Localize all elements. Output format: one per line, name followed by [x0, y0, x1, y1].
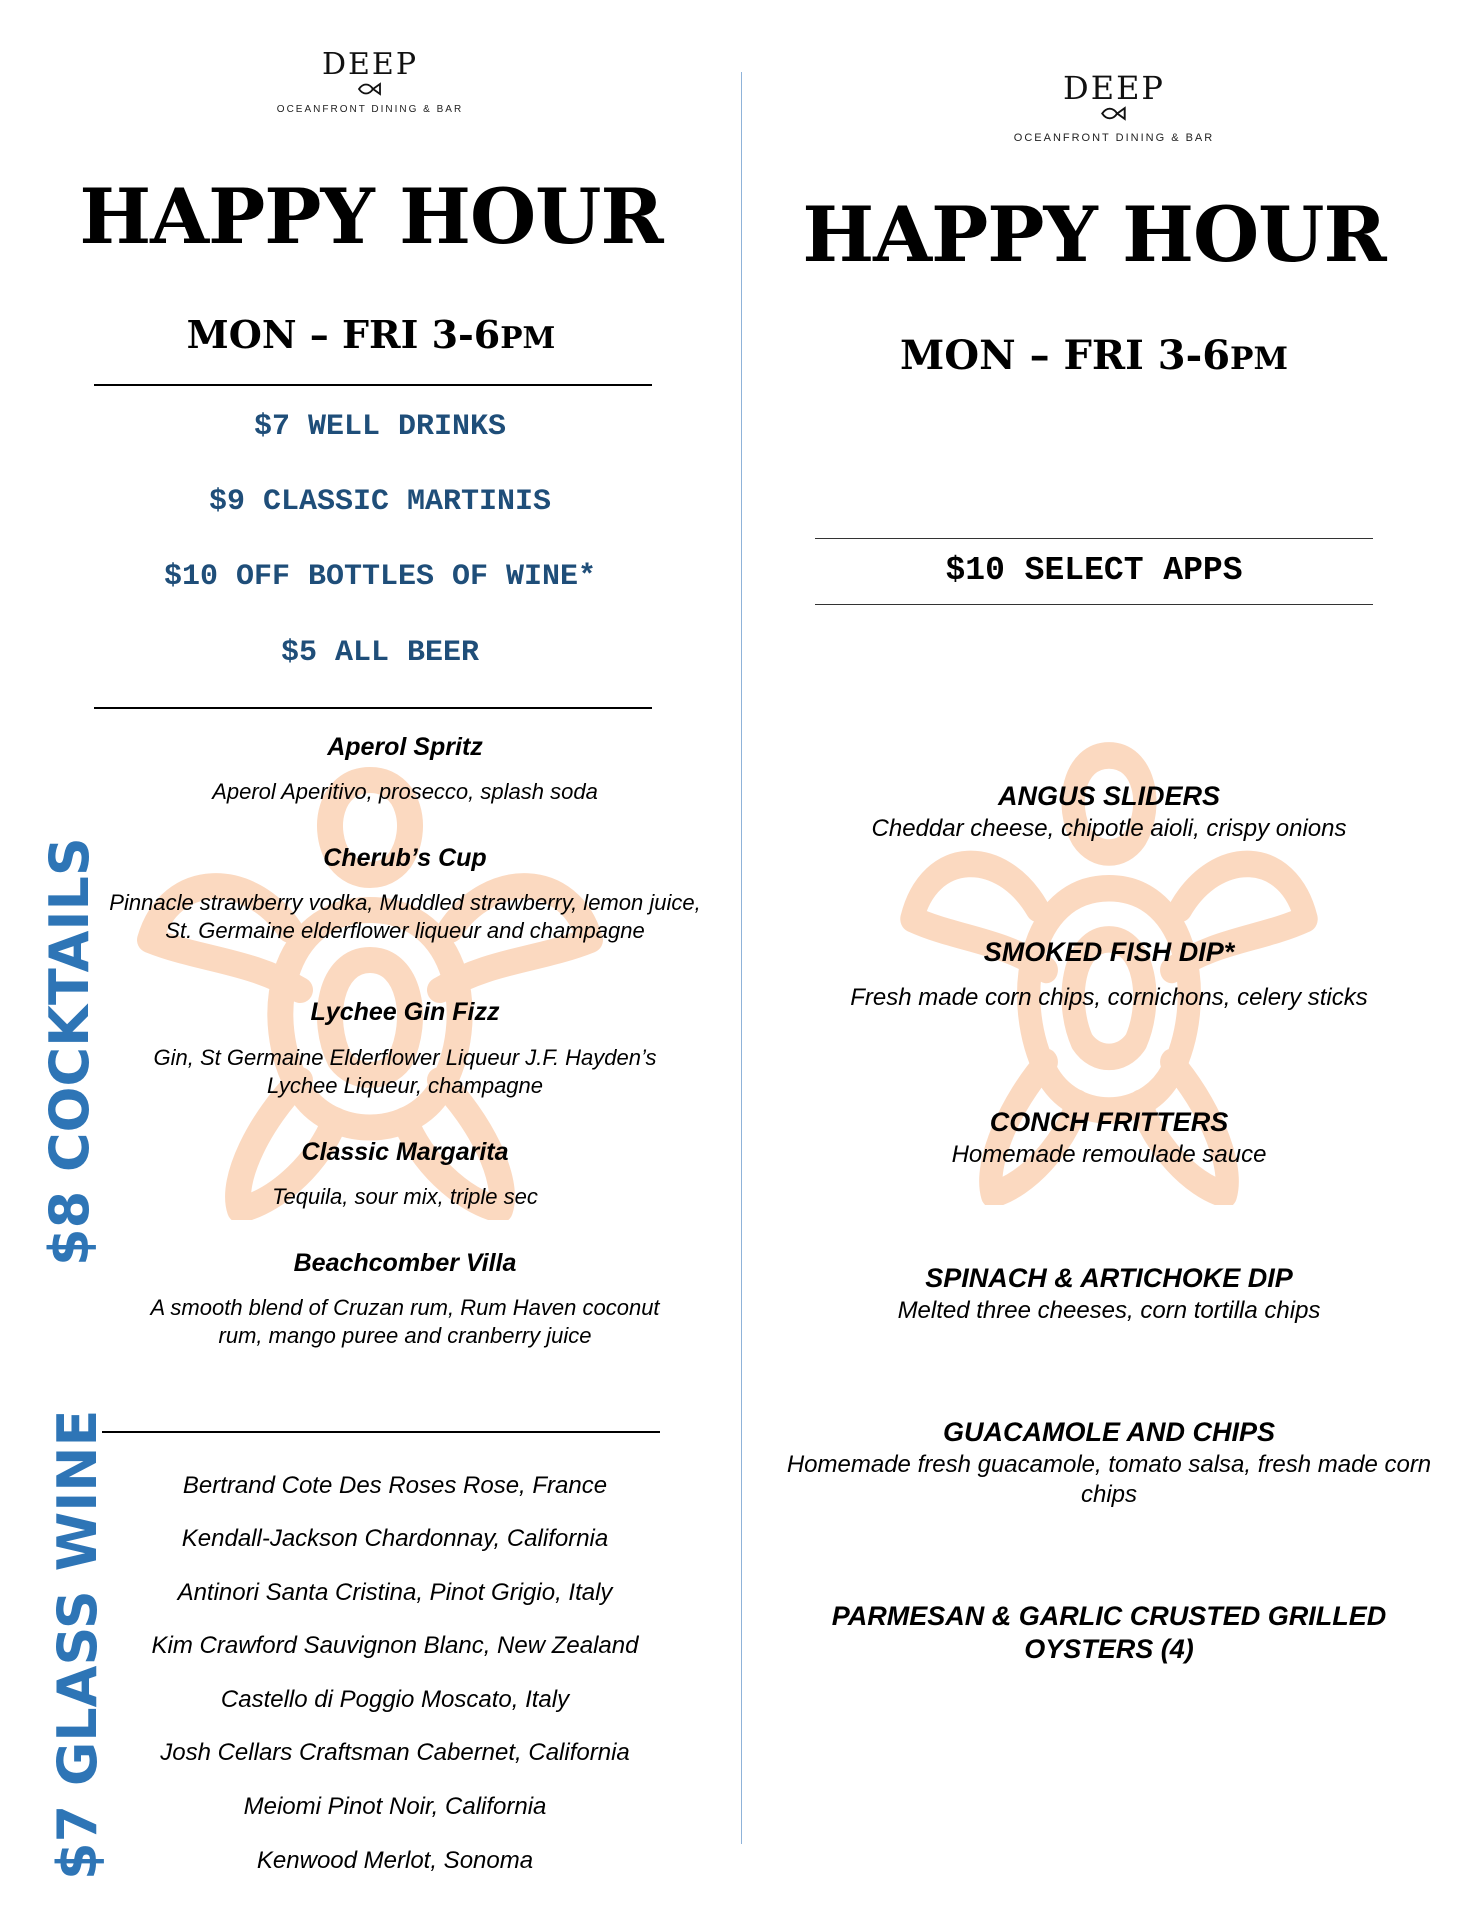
deals-rule: [94, 707, 652, 709]
app-grilled-oysters: PARMESAN & GARLIC CRUSTED GRILLED OYSTERS (4): [831, 1601, 1387, 1664]
cocktail-classic-margarita-desc: Tequila, sour mix, triple sec: [272, 1184, 538, 1209]
logo-tagline: OCEANFRONT DINING & BAR: [1013, 132, 1215, 144]
wine-item: Castello di Poggio Moscato, Italy: [220, 1686, 570, 1713]
hours-days: MON – FRI 3-6: [899, 332, 1231, 379]
right-menu-panel: [744, 0, 1484, 1920]
app-angus-sliders: ANGUS SLIDERS: [997, 781, 1221, 811]
happy-hour-title: HAPPY HOUR: [802, 190, 1386, 279]
cocktail-cherubs-cup: Cherub’s Cup: [323, 844, 487, 872]
wine-item: Josh Cellars Craftsman Cabernet, California: [160, 1739, 630, 1766]
app-conch-fritters: CONCH FRITTERS: [989, 1107, 1229, 1137]
app-angus-sliders-desc: Cheddar cheese, chipotle aioli, crispy onions: [871, 815, 1347, 842]
header-rule: [94, 384, 652, 386]
app-guacamole-and-chips-desc: Homemade fresh guacamole, tomato salsa, fresh made corn chips: [786, 1451, 1432, 1508]
cocktail-cherubs-cup-desc: Pinnacle strawberry vodka, Muddled strawberry, lemon juice, St. Germaine elderflower liqueur and champagne: [109, 890, 701, 943]
cocktail-lychee-gin-fizz: Lychee Gin Fizz: [310, 998, 500, 1026]
app-smoked-fish-dip-desc: Fresh made corn chips, cornichons, celery sticks: [850, 984, 1368, 1011]
happy-hour-days: [784, 332, 1404, 379]
cocktail-beachcomber-villa: Beachcomber Villa: [293, 1249, 517, 1277]
happy-hour-title: HAPPY HOUR: [79, 172, 663, 261]
wine-item: Kim Crawford Sauvignon Blanc, New Zealand: [151, 1632, 639, 1659]
app-conch-fritters-desc: Homemade remoulade sauce: [951, 1141, 1267, 1168]
hours-suffix: PM: [500, 320, 556, 355]
wine-item: Meiomi Pinot Noir, California: [243, 1793, 547, 1820]
deal-all-beer: $5 ALL BEER: [280, 636, 480, 670]
hours-days: MON – FRI 3-6: [186, 312, 501, 357]
app-smoked-fish-dip: SMOKED FISH DIP*: [983, 937, 1235, 967]
cocktail-classic-margarita: Classic Margarita: [301, 1138, 509, 1166]
deal-well-drinks: $7 WELL DRINKS: [253, 410, 507, 444]
wine-item: Kendall-Jackson Chardonnay, California: [181, 1525, 609, 1552]
app-guacamole-and-chips: GUACAMOLE AND CHIPS: [942, 1417, 1275, 1447]
apps-heading: $10 SELECT APPS: [945, 552, 1243, 589]
deal-wine-bottles: $10 OFF BOTTLES OF WINE*: [163, 560, 597, 594]
logo-tagline: OCEANFRONT DINING & BAR: [276, 104, 464, 115]
logo: [240, 48, 500, 115]
app-spinach-artichoke-dip: SPINACH & ARTICHOKE DIP: [925, 1263, 1293, 1293]
cocktails-side-label: $8 COCKTAILS: [38, 837, 101, 1266]
deal-classic-martinis: $9 CLASSIC MARTINIS: [208, 485, 552, 519]
wine-item: Antinori Santa Cristina, Pinot Grigio, Italy: [177, 1579, 613, 1606]
fish-icon: [240, 82, 500, 100]
logo: [974, 70, 1254, 144]
hours-suffix: PM: [1230, 341, 1289, 377]
apps-rule-bottom: [815, 604, 1373, 605]
fish-icon: [974, 106, 1254, 126]
apps-rule-top: [815, 538, 1373, 539]
cocktail-aperol-spritz: Aperol Spritz: [327, 733, 483, 761]
cocktail-beachcomber-villa-desc: A smooth blend of Cruzan rum, Rum Haven coconut rum, mango puree and cranberry juice: [150, 1295, 660, 1348]
wine-side-label: $7 GLASS WINE: [46, 1409, 109, 1880]
cocktail-lychee-gin-fizz-desc: Gin, St Germaine Elderflower Liqueur J.F. Hayden’s Lychee Liqueur, champagne: [153, 1045, 657, 1098]
wine-item: Bertrand Cote Des Roses Rose, France: [182, 1472, 608, 1499]
app-spinach-artichoke-dip-desc: Melted three cheeses, corn tortilla chips: [897, 1297, 1321, 1324]
logo-name: DEEP: [1063, 69, 1165, 107]
column-divider: [741, 72, 742, 1844]
logo-name: DEEP: [321, 47, 419, 82]
wine-rule: [102, 1431, 660, 1433]
cocktail-aperol-spritz-desc: Aperol Aperitivo, prosecco, splash soda: [212, 779, 598, 804]
wine-item: Kenwood Merlot, Sonoma: [256, 1847, 534, 1874]
happy-hour-days: [60, 312, 682, 357]
